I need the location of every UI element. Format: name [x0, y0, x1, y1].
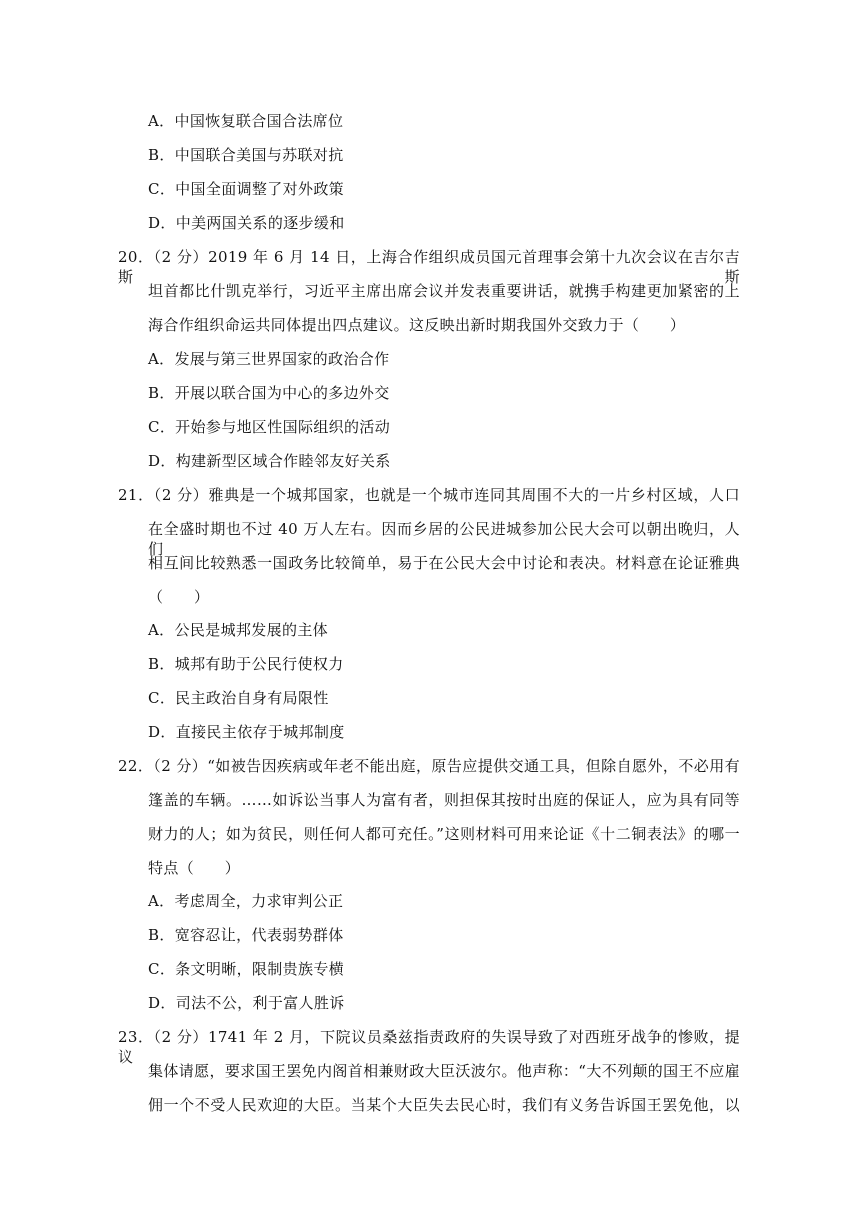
- q20-stem-line-1: 20．（2 分）2019 年 6 月 14 日，上海合作组织成员国元首理事会第十九次会议在吉尔吉斯斯: [118, 248, 740, 286]
- q22-option-a: A．考虑周全，力求审判公正: [148, 892, 344, 910]
- q20-stem-line-3: 海合作组织命运共同体提出四点建议。这反映出新时期我国外交致力于（ ）: [148, 316, 686, 334]
- q21-option-d: D．直接民主依存于城邦制度: [148, 723, 345, 741]
- q22-option-c: C．条文明晰，限制贵族专横: [148, 960, 345, 978]
- q22-stem-line-3: 财力的人；如为贫民，则任何人都可充任。”这则材料可用来论证《十二铜表法》的哪一: [148, 825, 740, 843]
- q22-option-d: D．司法不公，利于富人胜诉: [148, 994, 345, 1012]
- q23-stem-line-2: 集体请愿，要求国王罢免内阁首相兼财政大臣沃波尔。他声称：“大不列颠的国王不应雇: [148, 1062, 740, 1080]
- q19-option-a: A．中国恢复联合国合法席位: [148, 112, 344, 130]
- q22-stem-line-1: 22．（2 分）“如被告因疾病或年老不能出庭，原告应提供交通工具，但除自愿外，不必用有: [118, 757, 740, 775]
- q19-option-d: D．中美两国关系的逐步缓和: [148, 214, 345, 232]
- q21-option-a: A．公民是城邦发展的主体: [148, 621, 329, 639]
- q22-option-b: B．宽容忍让，代表弱势群体: [148, 926, 344, 944]
- q20-option-c: C．开始参与地区性国际组织的活动: [148, 418, 391, 436]
- q20-option-b: B．开展以联合国为中心的多边外交: [148, 384, 390, 402]
- q20-option-a: A．发展与第三世界国家的政治合作: [148, 350, 390, 368]
- q21-stem-line-3: 相互间比较熟悉一国政务比较简单，易于在公民大会中讨论和表决。材料意在论证雅典: [148, 554, 740, 572]
- q21-option-c: C．民主政治自身有局限性: [148, 689, 329, 707]
- q20-option-d: D．构建新型区域合作睦邻友好关系: [148, 452, 391, 470]
- q23-stem-line-3: 佣一个不受人民欢迎的大臣。当某个大臣失去民心时，我们有义务告诉国王罢免他，以: [148, 1096, 740, 1114]
- q21-stem-line-2: 在全盛时期也不过 40 万人左右。因而乡居的公民进城参加公民大会可以朝出晚归，人们: [148, 520, 740, 558]
- q22-stem-line-2: 篷盖的车辆。……如诉讼当事人为富有者，则担保其按时出庭的保证人，应为具有同等: [148, 791, 740, 809]
- q22-stem-line-4: 特点（ ）: [148, 859, 241, 877]
- q21-stem-line-4: （ ）: [148, 588, 210, 606]
- q23-stem-line-1: 23．（2 分）1741 年 2 月，下院议员桑兹指责政府的失误导致了对西班牙战争的惨败，提议: [118, 1028, 740, 1066]
- q20-stem-line-2: 坦首都比什凯克举行，习近平主席出席会议并发表重要讲话，就携手构建更加紧密的上: [148, 282, 740, 300]
- q19-option-c: C．中国全面调整了对外政策: [148, 180, 345, 198]
- q19-option-b: B．中国联合美国与苏联对抗: [148, 146, 344, 164]
- q21-option-b: B．城邦有助于公民行使权力: [148, 655, 344, 673]
- q21-stem-line-1: 21．（2 分）雅典是一个城邦国家，也就是一个城市连同其周围不大的一片乡村区域，人口: [118, 486, 740, 504]
